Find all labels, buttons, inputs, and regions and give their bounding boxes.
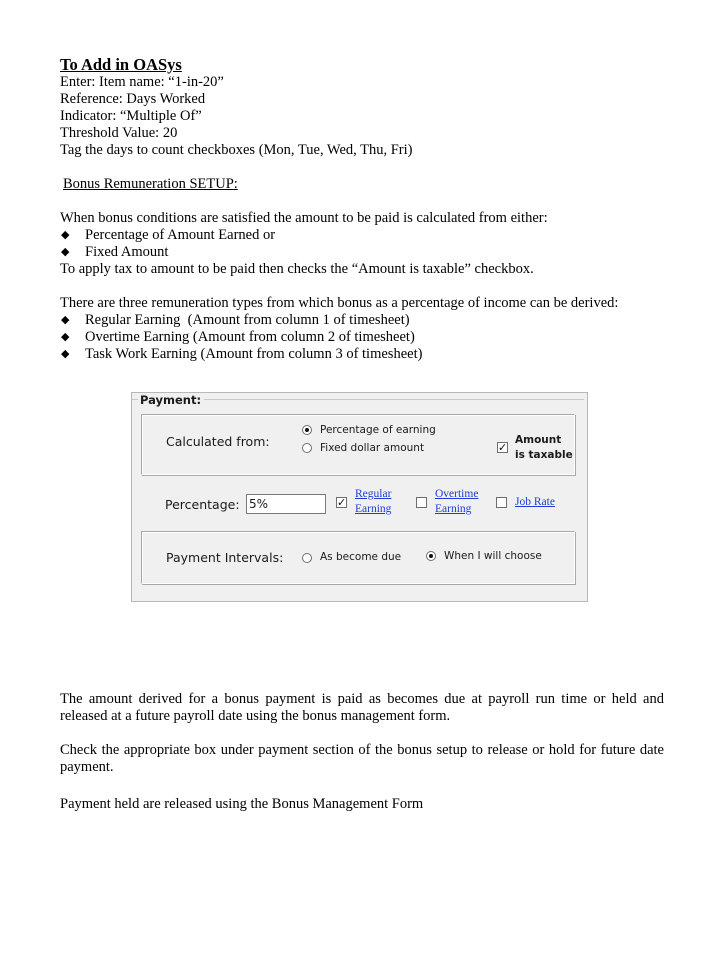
list-item-text: Percentage of Amount Earned or [85, 227, 276, 243]
as-become-due-radio[interactable] [302, 553, 312, 563]
types-intro: There are three remuneration types from which bonus as a percentage of income can be derived: [60, 295, 619, 311]
diamond-bullet-icon: ◆ [61, 246, 70, 258]
list-item [60, 346, 664, 363]
job-rate-link[interactable]: Job Rate [515, 496, 555, 508]
percentage-of-earning-radio[interactable] [302, 425, 312, 435]
document-body [60, 56, 664, 363]
list-item-text: Regular Earning (Amount from column 1 of timesheet) [85, 312, 410, 328]
page-title: To Add in OASys [60, 55, 182, 74]
threshold-line: Threshold Value: 20 [60, 125, 178, 141]
overtime-earning-line2: Earning [435, 503, 472, 515]
list-item [60, 329, 664, 346]
percentage-of-earning-label: Percentage of earning [320, 424, 436, 436]
diamond-bullet-icon: ◆ [61, 331, 70, 343]
calculated-from-label: Calculated from: [166, 434, 270, 449]
paragraph-payment-timing: The amount derived for a bonus payment is paid as becomes due at payroll run time or held and released at a future payroll date using the bonus management form. [60, 691, 664, 724]
paragraph-release: Payment held are released using the Bonus Management Form [60, 796, 424, 812]
diamond-bullet-icon: ◆ [61, 348, 70, 360]
indicator-line: Indicator: “Multiple Of” [60, 108, 202, 124]
reference-line: Reference: Days Worked [60, 91, 206, 107]
amount-taxable-label-line2: is taxable [515, 449, 573, 461]
amount-taxable-checkbox[interactable]: ✓ [498, 441, 508, 454]
tag-line: Tag the days to count checkboxes (Mon, Tue, Wed, Thu, Fri) [60, 142, 413, 158]
list-item-text: Overtime Earning (Amount from column 2 of timesheet) [85, 329, 415, 345]
tax-line: To apply tax to amount to be paid then checks the “Amount is taxable” checkbox. [60, 261, 534, 277]
overtime-earning-link[interactable] [435, 487, 478, 517]
percentage-input[interactable]: 5% [246, 494, 326, 514]
amount-taxable-label-line1: Amount [515, 434, 562, 446]
bonus-setup-heading [60, 176, 664, 193]
list-item-text: Task Work Earning (Amount from column 3 of timesheet) [85, 346, 423, 362]
job-rate-checkbox[interactable] [496, 497, 507, 508]
diamond-bullet-icon: ◆ [61, 229, 70, 241]
payment-form [131, 392, 588, 602]
diamond-bullet-icon: ◆ [61, 314, 70, 326]
paragraph-check-box: Check the appropriate box under payment section of the bonus setup to release or hold for future date payment. [60, 742, 664, 775]
regular-earning-line1: Regular [355, 488, 392, 500]
when-i-will-choose-label: When I will choose [444, 550, 542, 562]
fixed-dollar-amount-label: Fixed dollar amount [320, 442, 425, 454]
fixed-dollar-amount-radio[interactable] [302, 443, 312, 453]
conditions-line: When bonus conditions are satisfied the amount to be paid is calculated from either: [60, 210, 548, 226]
list-item [60, 312, 664, 329]
bonus-setup-text: Bonus Remuneration SETUP: [63, 176, 238, 192]
enter-line: Enter: Item name: “1-in-20” [60, 74, 224, 90]
overtime-earning-checkbox[interactable] [416, 497, 427, 508]
as-become-due-label: As become due [320, 551, 402, 563]
list-item [60, 244, 664, 261]
regular-earning-line2: Earning [355, 503, 392, 515]
overtime-earning-line1: Overtime [435, 488, 479, 500]
regular-earning-link[interactable] [355, 487, 391, 517]
payment-legend: Payment: [138, 393, 204, 407]
regular-earning-checkbox[interactable]: ✓ [337, 496, 347, 509]
payment-intervals-label: Payment Intervals: [166, 550, 284, 565]
when-i-will-choose-radio[interactable] [426, 551, 436, 561]
list-item-text: Fixed Amount [85, 244, 169, 260]
percentage-label: Percentage: [165, 497, 240, 512]
list-item [60, 227, 664, 244]
